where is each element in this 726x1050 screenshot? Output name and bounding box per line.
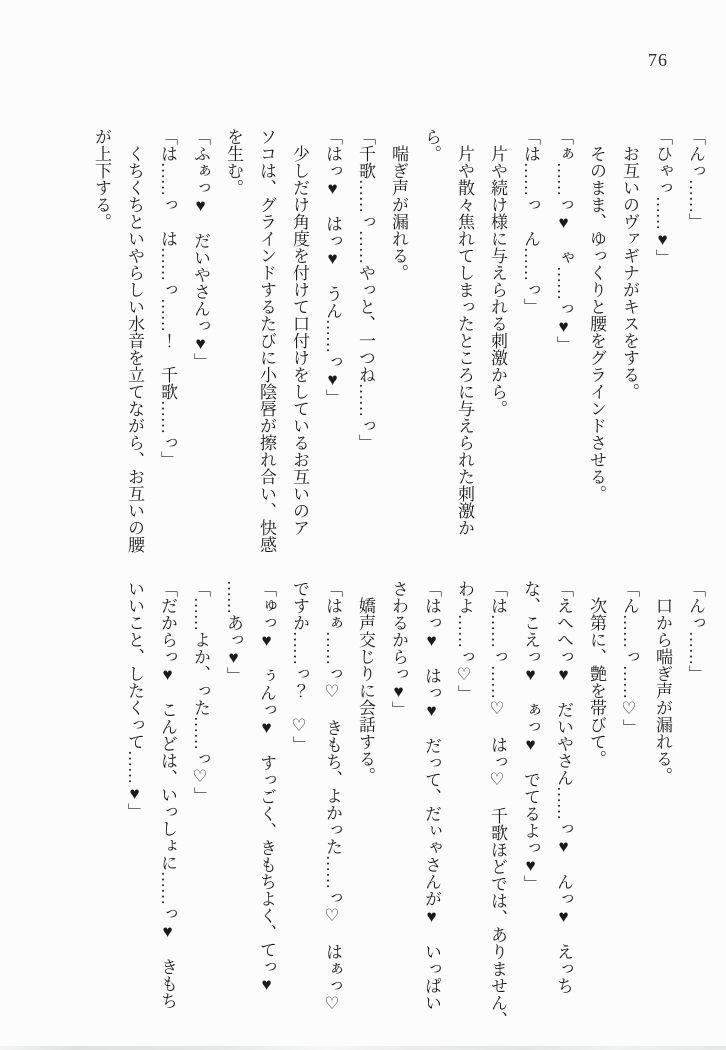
- text-column: 「ふぁっ♥ だいやさんっ♥」: [191, 128, 210, 370]
- text-column: 「えへへっ♥ だいやさん……っ♥ んっ♥ えっち: [554, 580, 573, 994]
- text-column: 「は……っ ん……っ」: [521, 128, 540, 315]
- text-column: 「千歌……っ……やっと、一つね……っ」: [356, 128, 375, 451]
- text-column: 喘ぎ声が漏れる。: [389, 128, 408, 281]
- text-column: 「は……っ は……っ……！ 千歌……っ」: [158, 128, 177, 468]
- text-column: 「ぁ……っ♥ ゃ……っ♥」: [554, 128, 573, 353]
- text-column: 少しだけ角度を付けて口付けをしているお互いのア: [290, 128, 309, 536]
- upper-text-block: [85, 128, 712, 588]
- text-column: さわるからっ♥」: [389, 580, 408, 718]
- text-column: お互いのヴァギナがキスをする。: [620, 128, 639, 400]
- page-number: 76: [648, 50, 668, 70]
- text-column: わよ……っ♡」: [455, 580, 474, 702]
- text-column: 「はぁ……っ♡ きもち、よかった……っ♡ はぁっ♡: [323, 580, 342, 1014]
- text-column: 「はっ♥ はっ♥ だって、だぃゃさんが♥ いっぱい: [422, 580, 441, 1011]
- text-column: 「はっ♥ はっ♥ うん……っ♥」: [323, 128, 342, 406]
- text-column: 「んっ……」: [686, 580, 705, 682]
- text-column: 「ひゃっ……♥」: [653, 128, 672, 266]
- text-column: 「は……っ……♡ はっ♡ 千歌ほどでは、ありません、: [488, 580, 507, 1028]
- lower-text-block: [118, 580, 712, 1040]
- text-column: 片や続け様に与えられる刺激から。: [488, 128, 507, 417]
- text-column: 片や散々焦れてしまったところに与えられた刺激か: [455, 128, 474, 536]
- text-column: くちくちといやらしい水音を立てながら、お互いの腰: [125, 128, 144, 553]
- text-column: 「ん……っ……♡」: [620, 580, 639, 736]
- text-column: ですか……っ？ ♡」: [290, 580, 309, 753]
- text-column: 嬌声交じりに会話する。: [356, 580, 375, 784]
- text-column: を生む。: [224, 128, 243, 196]
- text-column: ら。: [422, 128, 441, 162]
- text-column: そのまま、ゆっくりと腰をグラインドさせる。: [587, 128, 606, 502]
- text-column: 「だからっ♥ こんどは、いっしょに……っ♥ きもち: [158, 580, 177, 1009]
- text-column: ソコは、グラインドするたびに小陰唇が擦れ合い、快感: [257, 128, 276, 553]
- text-column: 次第に、艶を帯びて。: [587, 580, 606, 767]
- page-bottom-scan-shadow: [0, 1046, 726, 1050]
- text-column: 「ゅっ♥ ぅんっ♥ すっごく、きもちよく、てっ♥: [257, 580, 276, 994]
- text-column: 「んっ……」: [686, 128, 705, 230]
- text-column: 「……よか、った……っ♡」: [191, 580, 210, 804]
- text-column: が上下する。: [92, 128, 111, 230]
- text-column: 口から喘ぎ声が漏れる。: [653, 580, 672, 784]
- text-column: いいこと、したくって……♥」: [125, 580, 144, 820]
- text-column: な、こえっ♥ ぁっ♥ でてるよっ♥」: [521, 580, 540, 892]
- text-column: ……あっ♥」: [224, 580, 243, 684]
